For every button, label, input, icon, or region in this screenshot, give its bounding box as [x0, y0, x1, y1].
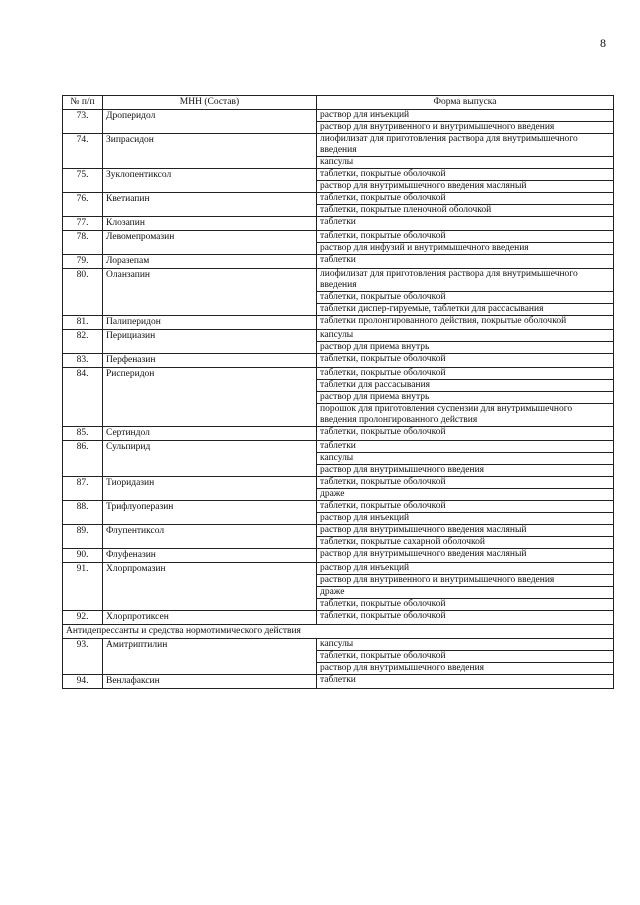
- table-row: [63, 563, 614, 611]
- release-forms: [317, 231, 614, 255]
- release-forms: [317, 110, 614, 134]
- release-form-item: раствор для инъекций: [317, 563, 613, 575]
- release-forms: [317, 477, 614, 501]
- release-form-item: таблетки: [320, 675, 356, 685]
- release-form-item: раствор для внутримышечного введения масляный: [317, 525, 613, 537]
- release-form-item: раствор для внутримышечного введения: [320, 663, 485, 673]
- release-form-item: таблетки: [317, 441, 613, 453]
- release-form-item: лиофилизат для приготовления раствора для внутримышечного введения: [317, 269, 613, 292]
- row-number: 73.: [63, 110, 103, 134]
- release-form-item: таблетки, покрытые оболочкой: [317, 477, 613, 489]
- release-form-item: таблетки, покрытые оболочкой: [317, 169, 613, 181]
- drug-name: Венлафаксин: [103, 675, 317, 689]
- row-number: 81.: [63, 316, 103, 330]
- release-forms: [317, 675, 614, 689]
- header-form: Форма выпуска: [317, 96, 614, 110]
- table-row: [63, 134, 614, 169]
- row-number: 88.: [63, 501, 103, 525]
- release-forms: [317, 639, 614, 675]
- release-form-item: таблетки, покрытые сахарной оболочкой: [320, 537, 485, 547]
- release-form-item: таблетки, покрытые оболочкой: [317, 651, 613, 663]
- release-forms: [317, 501, 614, 525]
- release-form-item: таблетки для рассасывания: [317, 380, 613, 392]
- table-row: [63, 217, 614, 231]
- release-forms: [317, 269, 614, 316]
- release-form-item: таблетки пролонгированного действия, покрытые оболочкой: [320, 316, 567, 326]
- release-forms: [317, 217, 614, 231]
- drug-name: Левомепромазин: [103, 231, 317, 255]
- section-row: [63, 625, 614, 639]
- drug-name: Амитриптилин: [103, 639, 317, 675]
- release-form-item: таблетки диспер-гируемые, таблетки для рассасывания: [320, 304, 544, 314]
- release-forms: [317, 549, 614, 563]
- drug-name: Флупентиксол: [103, 525, 317, 549]
- row-number: 80.: [63, 269, 103, 316]
- page-number: 8: [600, 36, 606, 50]
- release-form-item: раствор для внутривенного и внутримышечного введения: [317, 575, 613, 587]
- row-number: 92.: [63, 611, 103, 625]
- table-row: [63, 110, 614, 134]
- release-forms: [317, 316, 614, 330]
- release-form-item: раствор для инфузий и внутримышечного введения: [320, 243, 529, 253]
- release-form-item: таблетки, покрытые оболочкой: [320, 427, 446, 437]
- table-row: [63, 675, 614, 689]
- release-form-item: таблетки, покрытые оболочкой: [320, 611, 446, 621]
- release-form-item: капсулы: [317, 330, 613, 342]
- table-row: [63, 427, 614, 441]
- drug-name: Хлорпротиксен: [103, 611, 317, 625]
- release-form-item: капсулы: [317, 453, 613, 465]
- header-name: МНН (Состав): [103, 96, 317, 110]
- row-number: 82.: [63, 330, 103, 354]
- row-number: 89.: [63, 525, 103, 549]
- release-form-item: раствор для внутримышечного введения: [320, 465, 485, 475]
- drug-name: Сертиндол: [103, 427, 317, 441]
- table-row: [63, 639, 614, 675]
- row-number: 90.: [63, 549, 103, 563]
- release-forms: [317, 525, 614, 549]
- release-form-item: таблетки, покрытые оболочкой: [320, 354, 446, 364]
- table-row: [63, 330, 614, 354]
- drug-name: Палиперидон: [103, 316, 317, 330]
- release-form-item: таблетки: [320, 217, 356, 227]
- release-form-item: таблетки, покрытые оболочкой: [317, 231, 613, 243]
- table-row: [63, 477, 614, 501]
- release-form-item: драже: [320, 489, 345, 499]
- row-number: 94.: [63, 675, 103, 689]
- row-number: 93.: [63, 639, 103, 675]
- table-row: [63, 368, 614, 427]
- table-header-row: [63, 96, 614, 110]
- release-forms: [317, 611, 614, 625]
- release-form-item: капсулы: [320, 157, 354, 167]
- release-form-item: таблетки: [320, 255, 356, 265]
- table-row: [63, 549, 614, 563]
- table-row: [63, 255, 614, 269]
- row-number: 76.: [63, 193, 103, 217]
- drug-name: Трифлуоперазин: [103, 501, 317, 525]
- drug-name: Перфеназин: [103, 354, 317, 368]
- release-form-item: раствор для инъекций: [317, 110, 613, 122]
- release-form-item: таблетки, покрытые оболочкой: [320, 599, 446, 609]
- section-title: Антидепрессанты и средства нормотимического действия: [63, 625, 614, 639]
- drug-name: Дроперидол: [103, 110, 317, 134]
- row-number: 86.: [63, 441, 103, 477]
- release-forms: [317, 169, 614, 193]
- release-form-item: капсулы: [317, 639, 613, 651]
- drug-name: Лоразепам: [103, 255, 317, 269]
- drug-name: Хлорпромазин: [103, 563, 317, 611]
- release-form-item: драже: [317, 587, 613, 599]
- drug-name: Зуклопентиксол: [103, 169, 317, 193]
- table-row: [63, 231, 614, 255]
- table-row: [63, 611, 614, 625]
- release-form-item: таблетки, покрытые оболочкой: [317, 501, 613, 513]
- row-number: 85.: [63, 427, 103, 441]
- row-number: 78.: [63, 231, 103, 255]
- release-form-item: раствор для инъекций: [320, 513, 410, 523]
- release-form-item: раствор для внутривенного и внутримышечного введения: [320, 122, 555, 132]
- drug-name: Тиоридазин: [103, 477, 317, 501]
- release-forms: [317, 368, 614, 427]
- table-row: [63, 169, 614, 193]
- table-row: [63, 316, 614, 330]
- row-number: 87.: [63, 477, 103, 501]
- release-form-item: раствор для внутримышечного введения масляный: [320, 549, 527, 559]
- drug-name: Кветиапин: [103, 193, 317, 217]
- drug-name: Клозапин: [103, 217, 317, 231]
- release-forms: [317, 441, 614, 477]
- release-form-item: раствор для внутримышечного введения масляный: [320, 181, 527, 191]
- release-forms: [317, 354, 614, 368]
- header-num: № п/п: [63, 96, 103, 110]
- release-forms: [317, 563, 614, 611]
- row-number: 75.: [63, 169, 103, 193]
- release-forms: [317, 427, 614, 441]
- drug-name: Оланзапин: [103, 269, 317, 316]
- release-form-item: таблетки, покрытые оболочкой: [317, 193, 613, 205]
- release-forms: [317, 134, 614, 169]
- release-form-item: таблетки, покрытые оболочкой: [317, 368, 613, 380]
- drug-name: Сульпирид: [103, 441, 317, 477]
- drug-name: Зипрасидон: [103, 134, 317, 169]
- table-row: [63, 269, 614, 316]
- row-number: 83.: [63, 354, 103, 368]
- table-row: [63, 525, 614, 549]
- release-forms: [317, 193, 614, 217]
- table-row: [63, 501, 614, 525]
- table-body: [63, 110, 614, 689]
- release-form-item: раствор для приема внутрь: [320, 342, 430, 352]
- release-form-item: лиофилизат для приготовления раствора для внутримышечного введения: [317, 134, 613, 157]
- table-row: [63, 193, 614, 217]
- row-number: 74.: [63, 134, 103, 169]
- table-row: [63, 441, 614, 477]
- table-row: [63, 354, 614, 368]
- row-number: 79.: [63, 255, 103, 269]
- release-form-item: таблетки, покрытые оболочкой: [317, 292, 613, 304]
- release-form-item: раствор для приема внутрь: [317, 392, 613, 404]
- drug-name: Перициазин: [103, 330, 317, 354]
- release-form-item: порошок для приготовления суспензии для внутримышечного введения пролонгированного действия: [320, 404, 573, 425]
- release-forms: [317, 330, 614, 354]
- row-number: 77.: [63, 217, 103, 231]
- release-form-item: таблетки, покрытые пленочной оболочкой: [320, 205, 492, 215]
- row-number: 91.: [63, 563, 103, 611]
- drug-name: Флуфеназин: [103, 549, 317, 563]
- drug-table: [62, 95, 614, 689]
- row-number: 84.: [63, 368, 103, 427]
- release-forms: [317, 255, 614, 269]
- drug-name: Рисперидон: [103, 368, 317, 427]
